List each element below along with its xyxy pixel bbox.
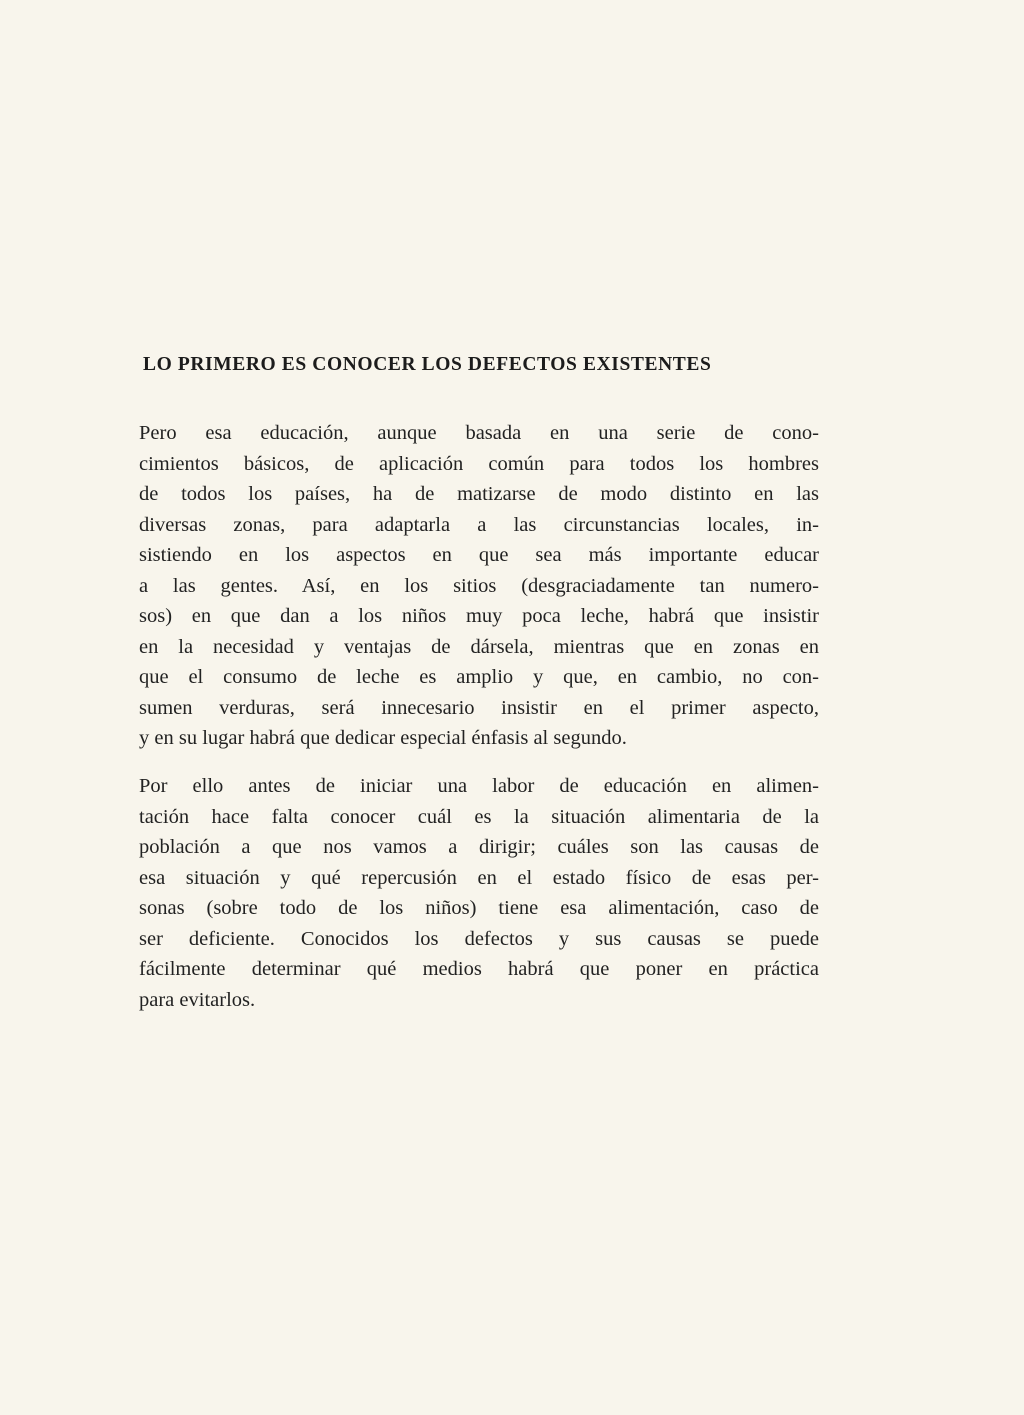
paragraph-line: cimientos básicos, de aplicación común para todos los hombres bbox=[139, 452, 819, 475]
paragraph-line: sos) en que dan a los niños muy poca leche, habrá que insistir bbox=[139, 605, 819, 627]
paragraph-line: Pero esa educación, aunque basada en una serie de cono- bbox=[139, 422, 819, 444]
paragraph-line: población a que nos vamos a dirigir; cuáles son las causas de bbox=[139, 836, 819, 858]
paragraph-line: sistiendo en los aspectos en que sea más importante educar bbox=[139, 544, 819, 566]
paragraph-line: a las gentes. Así, en los sitios (desgraciadamente tan numero- bbox=[139, 574, 819, 597]
paragraph-line: Por ello antes de iniciar una labor de educación en alimen- bbox=[139, 775, 819, 797]
paragraph-line: esa situación y qué repercusión en el estado físico de esas per- bbox=[139, 866, 819, 889]
paragraph-line: ser deficiente. Conocidos los defectos y sus causas se puede bbox=[139, 927, 819, 950]
paragraph-line: que el consumo de leche es amplio y que, en cambio, no con- bbox=[139, 666, 819, 688]
section-heading: LO PRIMERO ES CONOCER LOS DEFECTOS EXISTENTES bbox=[143, 354, 712, 375]
paragraph-line: y en su lugar habrá que dedicar especial énfasis al segundo. bbox=[139, 727, 627, 749]
paragraph-line: sonas (sobre todo de los niños) tiene esa alimentación, caso de bbox=[139, 897, 819, 919]
paragraph-line: sumen verduras, será innecesario insistir en el primer aspecto, bbox=[139, 696, 819, 719]
paragraph-line: para evitarlos. bbox=[139, 988, 256, 1011]
paragraph-line: de todos los países, ha de matizarse de modo distinto en las bbox=[139, 483, 819, 505]
paragraph-line: tación hace falta conocer cuál es la situación alimentaria de la bbox=[139, 805, 819, 828]
paragraph-line: en la necesidad y ventajas de dársela, mientras que en zonas en bbox=[139, 635, 819, 658]
paragraph-1 bbox=[139, 418, 819, 754]
paragraph-line: fácilmente determinar qué medios habrá que poner en práctica bbox=[139, 958, 819, 980]
paragraph-2 bbox=[139, 771, 819, 1015]
paragraph-line: diversas zonas, para adaptarla a las circunstancias locales, in- bbox=[139, 513, 819, 536]
